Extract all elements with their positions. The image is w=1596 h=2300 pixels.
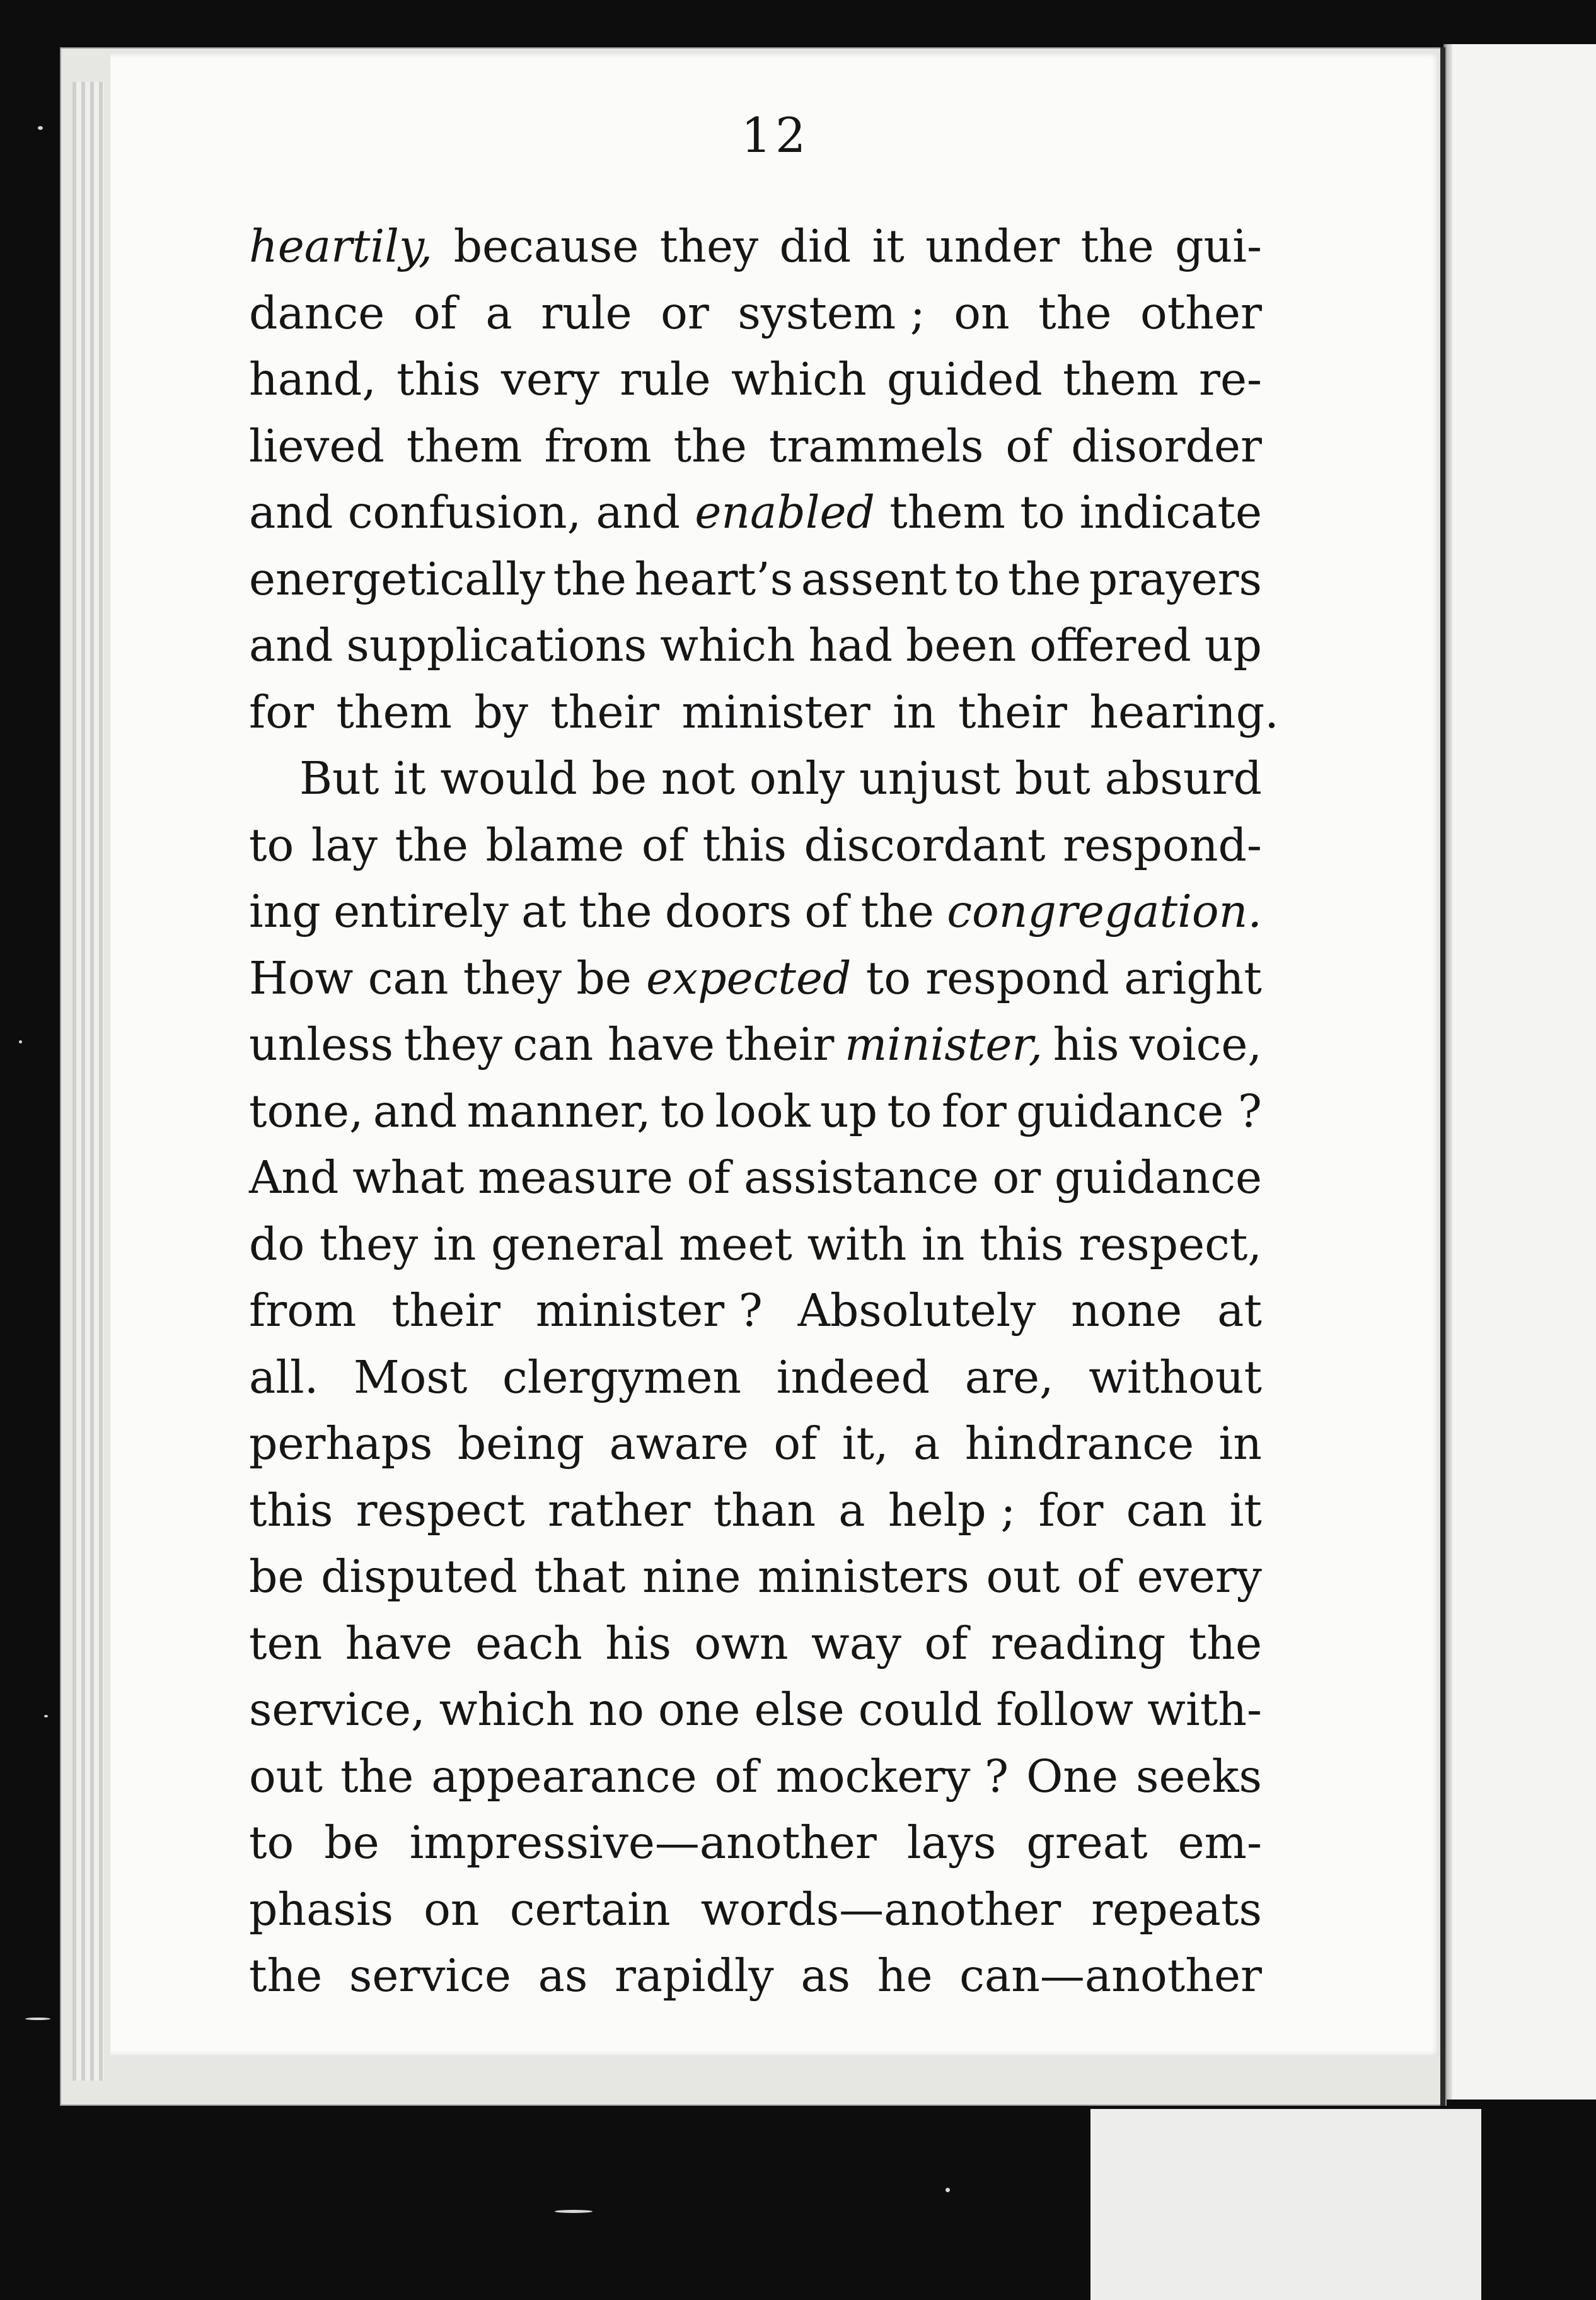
text-line — [249, 945, 1262, 1012]
word: very — [500, 353, 599, 405]
word: em- — [1177, 1816, 1262, 1869]
word: without — [1089, 1350, 1262, 1403]
word: aware — [609, 1417, 749, 1470]
word: supplications — [346, 619, 647, 671]
word: it — [1229, 1484, 1262, 1536]
word: aright — [1124, 951, 1262, 1004]
word: in — [893, 685, 959, 738]
word: out — [249, 1750, 323, 1803]
word: under — [925, 220, 1060, 272]
text-line — [249, 280, 1262, 347]
text-line — [249, 1344, 1262, 1411]
word: to — [660, 1084, 706, 1137]
word: to — [865, 951, 911, 1004]
word: it — [393, 752, 426, 804]
word: guidance ? — [1016, 1084, 1262, 1137]
word: How — [249, 951, 354, 1004]
word: repeats — [1091, 1883, 1262, 1936]
word: do — [249, 1217, 305, 1270]
word: what — [352, 1151, 465, 1204]
italic-word: expected — [646, 951, 852, 1004]
dust-speck — [44, 1715, 48, 1717]
dust-speck — [555, 2210, 593, 2213]
word: indicate — [1079, 486, 1262, 538]
word: minister — [681, 685, 893, 738]
word: could — [858, 1683, 983, 1736]
word: can — [367, 951, 449, 1004]
word: and — [596, 486, 681, 538]
text-line — [249, 1610, 1262, 1677]
word: the — [1007, 552, 1082, 605]
text-line — [249, 878, 1262, 945]
word: a — [485, 286, 512, 339]
word: the — [553, 552, 627, 605]
word: own — [694, 1617, 789, 1670]
word: disorder — [1071, 419, 1262, 472]
word: his — [1053, 1018, 1119, 1071]
word: else — [754, 1683, 845, 1736]
word: and — [373, 1084, 458, 1137]
word: a — [913, 1417, 940, 1470]
word: of — [686, 1151, 731, 1204]
word: or — [992, 1151, 1041, 1204]
word: are, — [964, 1350, 1054, 1403]
word: of — [924, 1617, 968, 1670]
word: lieved — [249, 419, 385, 472]
word: be — [591, 752, 647, 804]
word: which — [731, 353, 867, 405]
word: minister ? — [535, 1284, 763, 1337]
word: can have — [512, 1018, 715, 1071]
word: the — [1188, 1617, 1262, 1670]
word: unjust — [859, 752, 1001, 804]
word: voice, — [1130, 1018, 1262, 1071]
word: at — [1217, 1284, 1262, 1337]
word: confusion, — [347, 486, 582, 538]
word: the — [249, 1949, 323, 2002]
body-text — [249, 213, 1279, 2009]
word: the — [1080, 220, 1154, 272]
word: did — [779, 220, 852, 272]
text-line — [249, 1743, 1262, 1810]
word: And — [249, 1151, 339, 1204]
word: been — [906, 619, 1017, 671]
word: the — [1038, 286, 1112, 339]
italic-word: minister, — [844, 1018, 1043, 1071]
word: which — [660, 619, 795, 671]
word: the — [579, 885, 652, 938]
word: appearance — [431, 1750, 697, 1803]
word: guidance — [1054, 1151, 1262, 1204]
word: would — [440, 752, 577, 804]
word: up — [1204, 619, 1262, 671]
word: of — [804, 885, 848, 938]
word: in — [1218, 1417, 1262, 1470]
word: assent — [801, 552, 947, 605]
word: be — [249, 1550, 304, 1603]
text-line — [249, 1876, 1262, 1943]
word: them — [336, 685, 475, 738]
facing-page-fragment — [1450, 44, 1596, 2100]
word: ing — [249, 885, 321, 938]
word: gui- — [1175, 220, 1262, 272]
word: phasis — [249, 1883, 394, 1936]
word: than — [713, 1484, 816, 1536]
text-line — [249, 1144, 1262, 1211]
word: rather — [548, 1484, 691, 1536]
word: no — [588, 1683, 644, 1736]
text-line — [249, 1410, 1262, 1477]
word: this — [702, 818, 787, 871]
word: them — [406, 419, 523, 472]
word: prayers — [1089, 552, 1262, 605]
word: only — [749, 752, 845, 804]
word: respond — [925, 951, 1109, 1004]
page-number: 12 — [741, 107, 810, 163]
word: respond- — [1063, 818, 1262, 871]
word: from — [544, 419, 652, 472]
word: But — [299, 752, 379, 804]
word: service — [349, 1949, 511, 2002]
word: ten — [249, 1617, 323, 1670]
word: his — [605, 1617, 672, 1670]
word: none — [1071, 1284, 1183, 1337]
word: have — [345, 1617, 453, 1670]
word: up — [819, 1084, 878, 1137]
word: offered — [1029, 619, 1191, 671]
dust-speck — [25, 2018, 50, 2020]
text-line — [249, 1011, 1262, 1078]
word: indeed — [776, 1350, 930, 1403]
word: can—another — [959, 1949, 1262, 2002]
text-line — [249, 1543, 1262, 1610]
word: measure — [478, 1151, 673, 1204]
word: to — [1020, 486, 1065, 538]
word: dance — [249, 286, 385, 339]
word: at — [521, 885, 567, 938]
italic-word: enabled — [695, 486, 876, 538]
text-line — [249, 346, 1262, 413]
word: with- — [1147, 1683, 1262, 1736]
word: blame — [485, 818, 625, 871]
text-line — [249, 812, 1262, 879]
word: and — [249, 486, 333, 538]
word: this — [249, 1484, 333, 1536]
text-line — [249, 213, 1262, 280]
word: by — [474, 685, 551, 738]
word: he — [877, 1949, 933, 2002]
word: meet — [678, 1217, 792, 1270]
word: for — [1038, 1484, 1104, 1536]
word: respect, — [1078, 1217, 1262, 1270]
dust-speck — [19, 1040, 22, 1043]
word: them — [1063, 353, 1179, 405]
word: them — [889, 486, 1005, 538]
word: it — [872, 220, 905, 272]
word: hand, — [249, 353, 376, 405]
word: they — [403, 1018, 502, 1071]
italic-word: congregation. — [947, 885, 1262, 938]
word: absurd — [1104, 752, 1262, 804]
word: mockery ? — [775, 1750, 1009, 1803]
word: entirely — [333, 885, 509, 938]
word: or — [661, 286, 709, 339]
word: out — [986, 1550, 1060, 1603]
word: be — [324, 1816, 379, 1869]
word: as — [801, 1949, 851, 2002]
page-stack-edges — [72, 82, 104, 2081]
text-line — [249, 479, 1262, 546]
word: a — [838, 1484, 865, 1536]
word: follow — [996, 1683, 1134, 1736]
word: in — [922, 1217, 965, 1270]
dust-speck — [945, 2188, 950, 2192]
word: other — [1140, 286, 1262, 339]
word: can — [1126, 1484, 1207, 1536]
word: ministers — [758, 1550, 969, 1603]
word: rule — [541, 286, 632, 339]
word: every — [1136, 1550, 1262, 1603]
word: lay — [311, 818, 378, 871]
word: of — [714, 1750, 758, 1803]
word: their — [725, 1018, 835, 1071]
word: as — [538, 1949, 588, 2002]
word: energetically — [249, 552, 546, 605]
word: impressive—another — [409, 1816, 877, 1869]
word: help ; — [888, 1484, 1016, 1536]
word: manner, — [466, 1084, 651, 1137]
text-line — [249, 745, 1262, 812]
word: certain — [509, 1883, 671, 1936]
word: be — [576, 951, 632, 1004]
word: heart’s — [634, 552, 794, 605]
word: to — [249, 1816, 294, 1869]
word: their — [550, 685, 682, 738]
word: discordant — [804, 818, 1046, 871]
word: clergymen — [502, 1350, 742, 1403]
word: because — [453, 220, 639, 272]
word: reading — [990, 1617, 1166, 1670]
word: the — [340, 1750, 414, 1803]
word: nine — [642, 1550, 741, 1603]
word: guided — [887, 353, 1043, 405]
text-line — [249, 1477, 1262, 1544]
word: disputed — [321, 1550, 518, 1603]
word: and — [249, 619, 333, 671]
word: unless — [249, 1018, 394, 1071]
text-line — [249, 413, 1262, 480]
word: general — [491, 1217, 664, 1270]
word: that — [534, 1550, 626, 1603]
word: for — [941, 1084, 1007, 1137]
italic-word: heartily, — [249, 220, 433, 272]
word: trammels — [768, 419, 984, 472]
word: hearing. — [1089, 685, 1279, 738]
text-line — [249, 1676, 1262, 1743]
word: great — [1026, 1816, 1148, 1869]
page-gutter-shadow — [1440, 47, 1445, 2106]
word: on — [954, 286, 1010, 339]
word: of — [1005, 419, 1050, 472]
word: from — [249, 1284, 357, 1337]
text-line — [249, 679, 1279, 746]
word: they — [463, 951, 562, 1004]
word: to — [249, 818, 294, 871]
word: way — [811, 1617, 902, 1670]
word: assistance — [744, 1151, 979, 1204]
word: which — [439, 1683, 575, 1736]
word: service, — [249, 1683, 425, 1736]
text-line — [249, 1809, 1262, 1876]
word: this — [396, 353, 481, 405]
word: the — [673, 419, 747, 472]
word: the — [395, 818, 468, 871]
word: each — [475, 1617, 582, 1670]
word: this — [980, 1217, 1064, 1270]
word: they — [659, 220, 759, 272]
dust-speck — [38, 126, 43, 130]
text-line — [249, 1078, 1262, 1145]
word: not — [661, 752, 736, 804]
word: with — [807, 1217, 907, 1270]
word: of — [413, 286, 457, 339]
word: their — [391, 1284, 501, 1337]
text-line — [249, 546, 1262, 613]
word: to — [954, 552, 1000, 605]
word: seeks — [1136, 1750, 1262, 1803]
word: to — [887, 1084, 932, 1137]
word: their — [958, 685, 1090, 738]
word: hindrance — [964, 1417, 1194, 1470]
word: of — [773, 1417, 818, 1470]
word: Absolutely — [797, 1284, 1036, 1337]
word: had — [808, 619, 893, 671]
word: perhaps — [249, 1417, 433, 1470]
word: look — [715, 1084, 811, 1137]
text-line — [249, 1211, 1262, 1278]
word: lays — [906, 1816, 997, 1869]
word: they — [319, 1217, 419, 1270]
text-line — [249, 1277, 1262, 1344]
word: for — [249, 685, 337, 738]
word: tone, — [249, 1084, 364, 1137]
word: all. — [249, 1350, 319, 1403]
word: rule — [620, 353, 711, 405]
word: respect — [356, 1484, 525, 1536]
word: on — [424, 1883, 480, 1936]
word: rapidly — [614, 1949, 774, 2002]
word: it, — [841, 1417, 889, 1470]
word: one — [657, 1683, 741, 1736]
paper-scrap — [1090, 2109, 1481, 2300]
text-line — [249, 612, 1262, 679]
word: re- — [1199, 353, 1262, 405]
word: but — [1015, 752, 1090, 804]
word: system ; — [737, 286, 925, 339]
word: doors — [664, 885, 792, 938]
word: being — [457, 1417, 585, 1470]
word: words—another — [700, 1883, 1061, 1936]
word: of — [1077, 1550, 1121, 1603]
word: One — [1026, 1750, 1119, 1803]
text-line — [249, 1943, 1262, 2009]
word: Most — [353, 1350, 468, 1403]
word: in — [432, 1217, 477, 1270]
word: the — [860, 885, 934, 938]
word: of — [641, 818, 685, 871]
